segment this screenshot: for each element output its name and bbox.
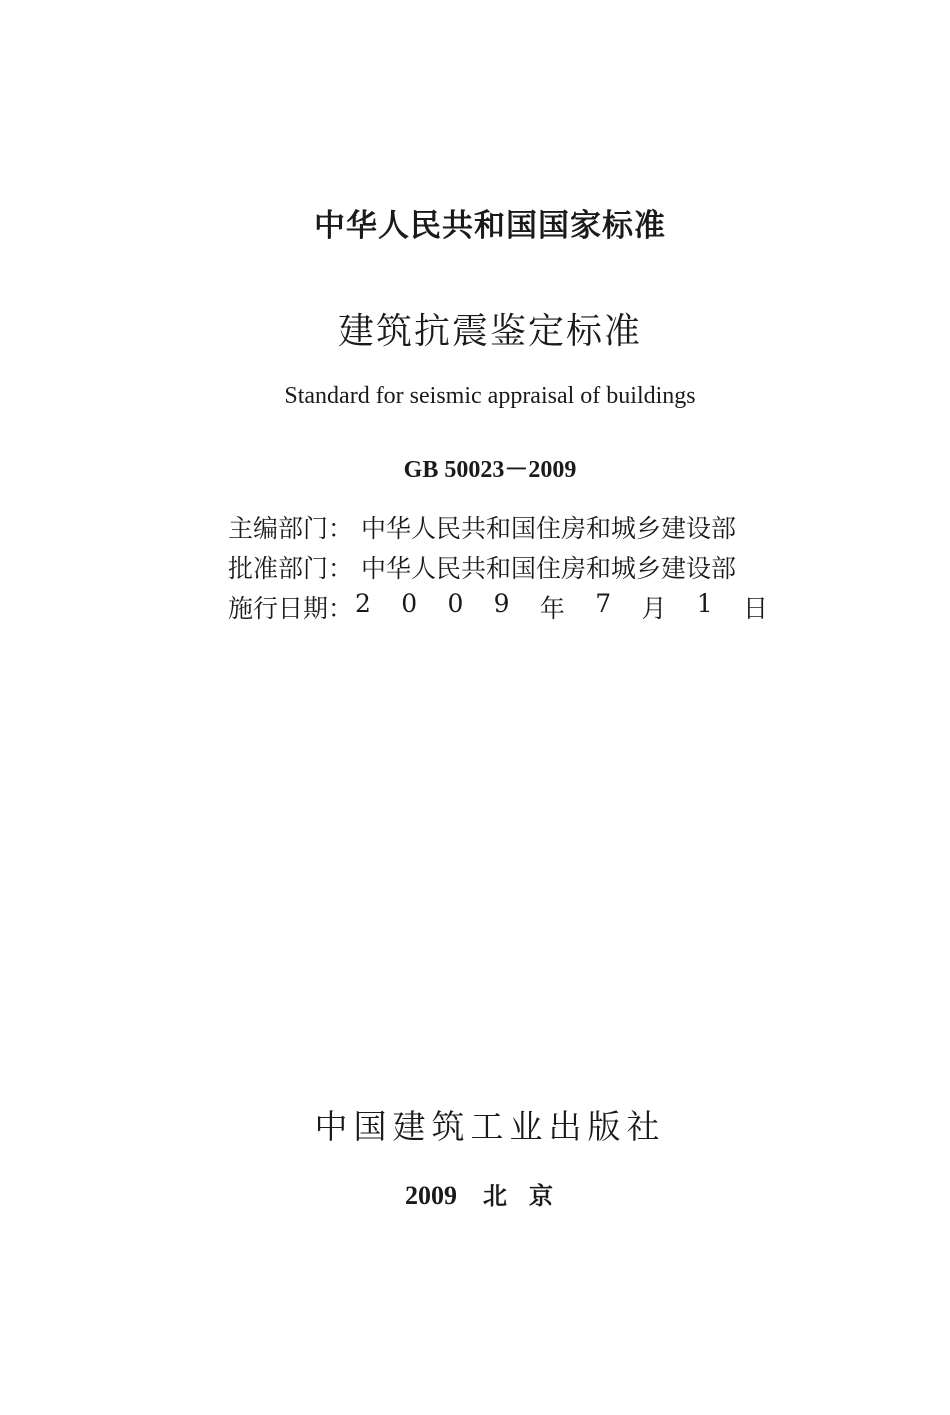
publication-city: 北京 (483, 1182, 575, 1210)
publication-footer (15, 1176, 950, 1211)
editor-value: 中华人民共和国住房和城乡建设部 (361, 514, 737, 543)
effective-date-row (228, 587, 788, 627)
date-part: 0 (447, 589, 464, 618)
date-part: 年 (539, 594, 565, 623)
standard-title-cn: 建筑抗震鉴定标准 (337, 311, 642, 352)
standard-code: GB 50023－2009 (403, 457, 577, 483)
standard-title-en: Standard for seismic appraisal of buildings (284, 383, 696, 409)
standard-info-block (228, 507, 788, 627)
date-part: 0 (401, 589, 418, 618)
approver-row (228, 547, 788, 587)
approver-value: 中华人民共和国住房和城乡建设部 (361, 554, 737, 583)
national-standard-heading: 中华人民共和国国家标准 (314, 208, 666, 244)
date-part: 日 (742, 594, 768, 623)
date-part: 9 (493, 589, 510, 618)
effective-date-value (353, 589, 788, 625)
date-part: 月 (641, 594, 667, 623)
date-part: 7 (595, 589, 612, 618)
date-part: 1 (696, 589, 713, 618)
publisher-name: 中国建筑工业出版社 (314, 1107, 666, 1146)
approver-label: 批准部门： (228, 554, 354, 583)
editor-label: 主编部门： (228, 514, 354, 543)
editor-row (228, 507, 788, 547)
publication-year: 2009 (405, 1181, 457, 1210)
date-part: 2 (355, 589, 371, 618)
effective-date-label: 施行日期： (228, 594, 354, 623)
